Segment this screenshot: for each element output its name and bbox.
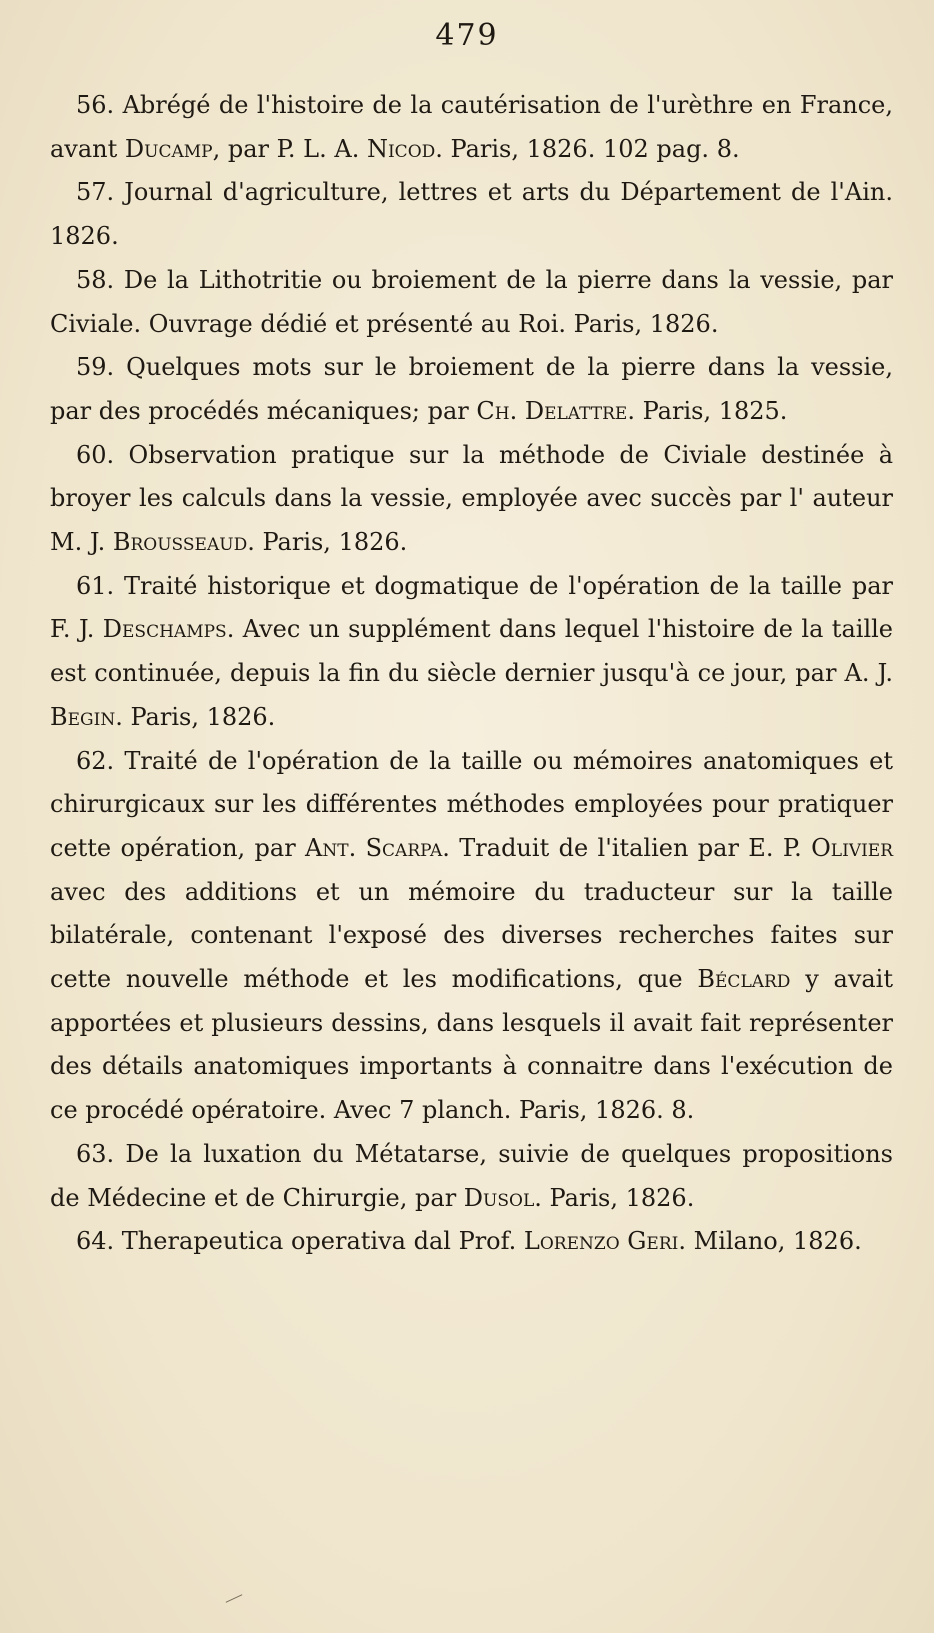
author-name: Ant. Scarpa <box>305 833 443 862</box>
bibliography-entry <box>50 1133 893 1220</box>
bibliography-entry <box>50 346 893 433</box>
ink-mark <box>226 1594 243 1603</box>
entry-text: . Paris, 1825. <box>627 396 788 425</box>
author-name: Olivier <box>811 833 894 862</box>
author-name: Dusol <box>463 1183 535 1212</box>
author-name: Deschamps <box>102 615 227 644</box>
entry-text: Quelques mots sur le broiement de la pierre dans la vessie, par des procédés mécaniques; par <box>50 353 893 425</box>
entry-text: De la Lithotritie ou broiement de la pierre dans la vessie, par Civiale. Ouvrage dédié et présenté au Roi. Paris, 1826. <box>50 265 893 338</box>
entry-number: 63. <box>76 1139 115 1168</box>
entry-text: avec des additions et un mémoire du traducteur sur la taille bilatérale, contenant l'exposé des diverses recherches faites sur cette nouvelle méthode et les modifications, que <box>50 877 893 994</box>
page-number: 479 <box>435 18 499 53</box>
author-name: Béclard <box>697 965 791 994</box>
entry-number: 59. <box>76 353 115 382</box>
entry-number: 57. <box>76 178 115 207</box>
entry-text: . Paris, 1826. <box>247 528 408 557</box>
author-name: Begin <box>50 702 116 731</box>
entry-number: 60. <box>76 440 115 469</box>
author-name: Lorenzo Geri <box>523 1227 679 1256</box>
entry-text: , par P. L. A. <box>212 134 367 163</box>
entry-text: Abrégé de l'histoire de la cautérisation de l'urèthre en France, avant <box>50 91 893 163</box>
bibliography-entry <box>50 171 893 258</box>
bibliography-entry <box>50 1220 893 1264</box>
entry-text: Traité de l'opération de la taille ou mémoires anatomiques et chirurgicaux sur les différentes méthodes employées pour pratiquer cette opération, par <box>50 746 893 862</box>
entry-text: y avait apportées et plusieurs dessins, dans lesquels il avait fait représenter des détails anatomiques importants à connaitre dans l'exécution de ce procédé opératoire. Avec 7 planch. Paris, 1826. 8. <box>50 965 894 1125</box>
bibliography-entry <box>50 434 893 565</box>
entry-number: 62. <box>76 746 115 775</box>
entry-number: 56. <box>76 91 115 119</box>
entry-text: . Paris, 1826. <box>534 1183 695 1212</box>
entry-number: 61. <box>76 571 115 600</box>
bibliography-list <box>50 84 893 1264</box>
bibliography-entry <box>50 259 893 346</box>
entry-text: . Traduit de l'italien par E. P. <box>442 833 812 862</box>
entry-text: De la luxation du Métatarse, suivie de quelques propositions de Médecine et de Chirurgie, par <box>50 1139 893 1212</box>
entry-text: . Avec un supplément dans lequel l'histoire de la taille est continuée, depuis la fin du siècle dernier jusqu'à ce jour, par A. J. <box>50 615 893 688</box>
bibliography-entry <box>50 84 893 171</box>
bibliography-entry <box>50 565 893 740</box>
author-name: Ducamp <box>124 134 213 163</box>
entry-text: Journal d'agriculture, lettres et arts du Département de l'Ain. 1826. <box>50 178 893 251</box>
bibliography-entry <box>50 740 893 1133</box>
entry-text: . Milano, 1826. <box>678 1227 862 1256</box>
entry-number: 64. <box>76 1227 115 1256</box>
entry-text: Observation pratique sur la méthode de Civiale destinée à broyer les calculs dans la vessie, employée avec succès par l' auteur M. J. <box>50 440 893 557</box>
author-name: Nicod <box>366 134 436 163</box>
entry-text: . Paris, 1826. 102 pag. 8. <box>435 134 740 163</box>
entry-text: Therapeutica operativa dal Prof. <box>114 1227 524 1256</box>
author-name: Ch. Delattre <box>476 396 628 425</box>
entry-text: Traité historique et dogmatique de l'opération de la taille par F. J. <box>50 571 893 644</box>
entry-text: . Paris, 1826. <box>115 702 276 731</box>
author-name: Brousseaud <box>112 528 248 557</box>
entry-number: 58. <box>76 265 115 294</box>
